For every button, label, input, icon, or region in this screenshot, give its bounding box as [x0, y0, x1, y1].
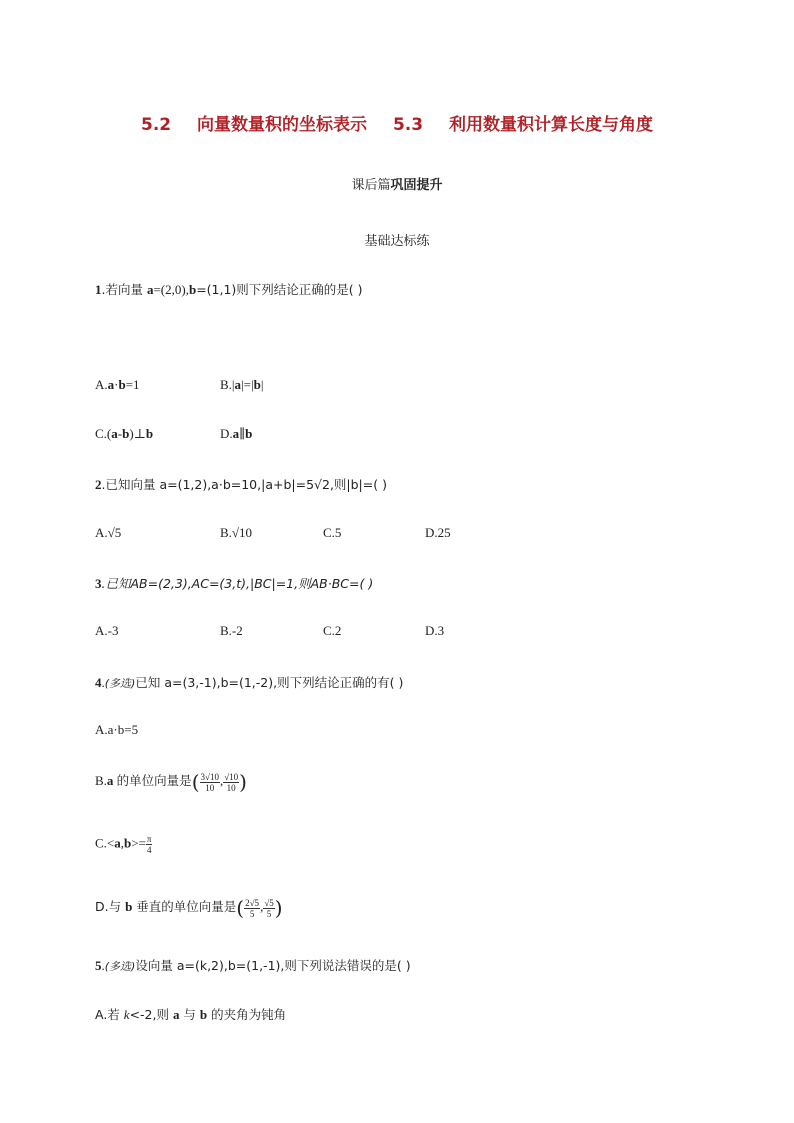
subsection-heading: 基础达标练 [364, 234, 430, 249]
vector-a: a [234, 377, 242, 392]
question-text: 已知 a=(3,-1),b=(1,-2),则下列结论正确的有( ) [135, 675, 404, 690]
vector-a: a [111, 426, 118, 441]
q2-option-c[interactable]: C.5 [323, 525, 342, 540]
fraction-numerator: 3√10 [200, 771, 219, 782]
option-text: 与 [179, 1007, 200, 1022]
q2-option-d[interactable]: D.25 [425, 525, 451, 540]
paren-left: ( [191, 770, 200, 794]
q4-option-a[interactable]: A.a·b=5 [95, 722, 139, 737]
q3-option-c[interactable]: C.2 [323, 623, 342, 638]
option-text: )⊥ [129, 426, 146, 441]
question-text: .已知向量 a=(1,2),a·b=10,|a+b|=5√2,则|b|=( ) [101, 477, 387, 492]
section-heading [0, 174, 794, 193]
multi-select-tag: (多选) [104, 677, 136, 690]
option-label: C.< [95, 835, 115, 851]
vector-a: a [106, 772, 114, 788]
q2-option-b[interactable]: B.√10 [220, 525, 253, 540]
question-text: =(1,1)则下列结论正确的是( ) [196, 282, 363, 297]
option-label: A.若 [95, 1007, 124, 1022]
fraction-numerator: π [146, 834, 152, 844]
fraction-numerator: 2√5 [245, 897, 260, 908]
vector-b: b [199, 1007, 208, 1022]
question-4: 4.(多选)已知 a=(3,-1),b=(1,-2),则下列结论正确的有( ) [95, 675, 404, 690]
vector-b: b [125, 898, 133, 914]
option-text: <-2,则 [129, 1007, 173, 1022]
option-label: B. [95, 772, 107, 788]
section-bold: 巩固提升 [390, 178, 443, 193]
vector-b: b [145, 426, 154, 441]
question-text: .已知AB=(2,3),AC=(3,t),|BC|=1,则AB·BC=( ) [101, 576, 374, 591]
vector-b: b [118, 377, 126, 392]
question-3 [95, 574, 373, 592]
vector-b: b [124, 835, 132, 851]
fraction-numerator: √10 [224, 771, 239, 782]
question-text: 设向量 a=(k,2),b=(1,-1),则下列说法错误的是( ) [135, 958, 411, 973]
option-text: >= [131, 835, 146, 851]
q2-option-a[interactable]: A.√5 [95, 525, 122, 540]
question-number: 5 [95, 958, 102, 973]
multi-select-tag: (多选) [104, 960, 136, 973]
title-part2-num: 5.3 [392, 115, 424, 135]
option-label: D.与 [95, 898, 126, 914]
option-label: D. [220, 426, 233, 441]
option-text: 垂直的单位向量是 [132, 898, 237, 914]
q3-option-b[interactable]: B.-2 [220, 623, 243, 638]
fraction-denominator: 10 [226, 782, 236, 793]
option-text: 的夹角为钝角 [207, 1007, 287, 1022]
vector-b: b [122, 426, 130, 441]
section-prefix: 课后篇 [351, 178, 391, 193]
fraction [263, 898, 274, 919]
fraction-denominator: 4 [146, 845, 152, 855]
fraction-numerator: √5 [264, 897, 274, 908]
question-number: 4 [95, 675, 102, 690]
question-number: 2 [95, 477, 102, 492]
option-text: 的单位向量是 [116, 772, 192, 788]
vector-a: a [172, 1007, 180, 1022]
title-part1-text: 向量数量积的坐标表示 [197, 115, 368, 135]
vector-b: b [245, 426, 253, 441]
q1-option-d[interactable] [220, 426, 252, 442]
option-text: ∥ [239, 426, 246, 441]
vector-a: a [107, 377, 115, 392]
question-text: .若向量 [101, 282, 147, 297]
fraction [146, 834, 153, 855]
q1-option-a[interactable]: A.a·b=1 [95, 377, 140, 392]
q3-option-d[interactable]: D.3 [425, 623, 445, 638]
vector-a: a [114, 835, 121, 851]
paren-left: ( [236, 896, 245, 920]
variable-k: k [123, 1007, 130, 1022]
page-title [0, 110, 794, 135]
q1-option-c[interactable]: C.(a-b)⊥b [95, 426, 154, 441]
fraction-denominator: 5 [249, 908, 255, 919]
title-part1-num: 5.2 [140, 115, 172, 135]
q4-option-c[interactable]: C.<a,b>= $\frac{\pi}{4}$ [95, 834, 152, 855]
vector-b: b [253, 377, 261, 392]
q1-option-b[interactable]: B.|a|=|b| [220, 377, 264, 392]
fraction [200, 772, 220, 793]
fraction-denominator: 5 [266, 908, 272, 919]
option-text: =1 [125, 377, 140, 392]
paren-right: ) [274, 896, 283, 920]
vector-a: a [146, 282, 154, 297]
question-number: 1 [95, 282, 102, 297]
q4-option-d[interactable]: D.与 b 垂直的单位向量是( $\frac{2√5}{5}$ , $\frac{√5}{5}$ ) [95, 896, 283, 920]
option-label: B. [220, 377, 232, 392]
q5-option-a[interactable] [95, 1005, 286, 1023]
fraction-denominator: 10 [205, 782, 215, 793]
vector-a: a [232, 426, 240, 441]
question-number: 3 [95, 576, 102, 591]
option-label: C.( [95, 426, 112, 441]
question-1 [95, 280, 363, 298]
q4-option-b[interactable]: B.a 的单位向量是( $\frac{3√10}{10}$ , $\frac{√10}{10}$ ) [95, 770, 247, 794]
question-2 [95, 475, 387, 493]
question-5: 5.(多选)设向量 a=(k,2),b=(1,-1),则下列说法错误的是( ) [95, 958, 411, 973]
question-text: =(2,0), [153, 282, 189, 297]
vector-b: b [188, 282, 197, 297]
option-label: A. [95, 377, 108, 392]
fraction [223, 772, 239, 793]
paren-right: ) [239, 770, 247, 794]
fraction [244, 898, 260, 919]
title-part2-text: 利用数量积计算长度与角度 [449, 115, 653, 135]
q3-option-a[interactable]: A.-3 [95, 623, 119, 638]
